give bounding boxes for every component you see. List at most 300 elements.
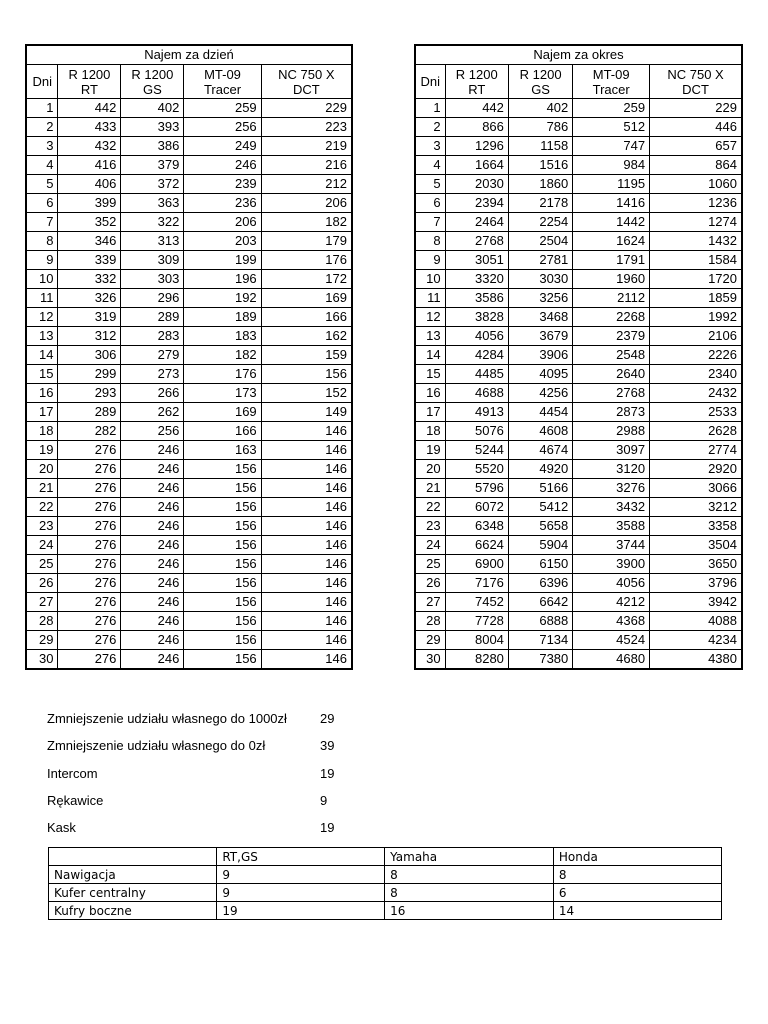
day-cell: 4 — [26, 156, 58, 175]
table-row — [415, 156, 742, 175]
price-cell: 363 — [121, 194, 184, 213]
price-cell: 146 — [261, 498, 352, 517]
price-cell: 246 — [121, 441, 184, 460]
price-cell: 289 — [121, 308, 184, 327]
day-cell: 11 — [26, 289, 58, 308]
price-cell: 309 — [121, 251, 184, 270]
price-cell: 276 — [58, 612, 121, 631]
price-cell: 166 — [184, 422, 261, 441]
extra-item — [47, 766, 347, 784]
price-cell: 6624 — [445, 536, 508, 555]
day-cell: 7 — [26, 213, 58, 232]
price-cell: 293 — [58, 384, 121, 403]
price-cell: 1060 — [650, 175, 742, 194]
table-row — [49, 866, 722, 884]
price-cell: 4680 — [573, 650, 650, 670]
column-header: R 1200 GS — [508, 65, 572, 99]
day-cell: 17 — [26, 403, 58, 422]
price-cell: 246 — [121, 517, 184, 536]
period-rental-table — [414, 44, 743, 670]
day-cell: 10 — [26, 270, 58, 289]
day-cell: 29 — [26, 631, 58, 650]
table-row — [415, 175, 742, 194]
price-cell: 2112 — [573, 289, 650, 308]
table-row — [49, 902, 722, 920]
price-cell: 203 — [184, 232, 261, 251]
price-cell: 212 — [261, 175, 352, 194]
price-cell: 6396 — [508, 574, 572, 593]
price-cell: 152 — [261, 384, 352, 403]
price-cell: 299 — [58, 365, 121, 384]
extra-item — [47, 793, 347, 811]
price-cell: 4688 — [445, 384, 508, 403]
price-cell: 6072 — [445, 498, 508, 517]
daily-table-title: Najem za dzień — [26, 45, 352, 65]
day-cell: 13 — [415, 327, 445, 346]
price-cell: 296 — [121, 289, 184, 308]
price-cell: 4454 — [508, 403, 572, 422]
price-cell: 172 — [261, 270, 352, 289]
price-cell: 246 — [121, 536, 184, 555]
price-cell: 3432 — [573, 498, 650, 517]
table-row — [415, 232, 742, 251]
price-cell: 246 — [121, 555, 184, 574]
price-cell: 4524 — [573, 631, 650, 650]
price-cell: 3588 — [573, 517, 650, 536]
table-row — [415, 289, 742, 308]
price-cell: 216 — [261, 156, 352, 175]
table-row — [415, 99, 742, 118]
price-cell: 3276 — [573, 479, 650, 498]
day-cell: 4 — [415, 156, 445, 175]
price-cell: 2768 — [573, 384, 650, 403]
price-cell: 786 — [508, 118, 572, 137]
day-cell: 16 — [415, 384, 445, 403]
price-cell: 219 — [261, 137, 352, 156]
day-cell: 30 — [415, 650, 445, 670]
price-cell: 984 — [573, 156, 650, 175]
price-cell: 276 — [58, 479, 121, 498]
price-cell: 4674 — [508, 441, 572, 460]
table-row — [49, 884, 722, 902]
price-cell: 2394 — [445, 194, 508, 213]
price-cell: 1860 — [508, 175, 572, 194]
price-cell: 8280 — [445, 650, 508, 670]
day-cell: 20 — [26, 460, 58, 479]
price-cell: 1992 — [650, 308, 742, 327]
accessory-price: 6 — [553, 884, 721, 902]
price-cell: 1236 — [650, 194, 742, 213]
price-cell: 7134 — [508, 631, 572, 650]
accessory-price: 8 — [553, 866, 721, 884]
price-cell: 2768 — [445, 232, 508, 251]
price-cell: 3051 — [445, 251, 508, 270]
day-cell: 22 — [415, 498, 445, 517]
table-row — [26, 479, 352, 498]
table-row — [26, 213, 352, 232]
price-cell: 1296 — [445, 137, 508, 156]
day-cell: 1 — [415, 99, 445, 118]
price-cell: 276 — [58, 631, 121, 650]
day-cell: 7 — [415, 213, 445, 232]
price-cell: 6888 — [508, 612, 572, 631]
table-row — [415, 631, 742, 650]
price-cell: 156 — [261, 365, 352, 384]
column-header: NC 750 X DCT — [261, 65, 352, 99]
price-cell: 192 — [184, 289, 261, 308]
price-cell: 1720 — [650, 270, 742, 289]
price-cell: 3900 — [573, 555, 650, 574]
day-cell: 21 — [415, 479, 445, 498]
table-row — [26, 327, 352, 346]
day-cell: 13 — [26, 327, 58, 346]
table-row — [26, 593, 352, 612]
price-cell: 276 — [58, 498, 121, 517]
table-row — [26, 289, 352, 308]
extra-label: Rękawice — [47, 793, 104, 808]
price-cell: 249 — [184, 137, 261, 156]
table-row — [26, 346, 352, 365]
price-cell: 169 — [184, 403, 261, 422]
price-cell: 1416 — [573, 194, 650, 213]
price-cell: 3504 — [650, 536, 742, 555]
price-cell: 282 — [58, 422, 121, 441]
table-row — [26, 270, 352, 289]
price-cell: 8004 — [445, 631, 508, 650]
price-cell: 386 — [121, 137, 184, 156]
day-cell: 2 — [26, 118, 58, 137]
price-cell: 442 — [445, 99, 508, 118]
price-cell: 4920 — [508, 460, 572, 479]
price-cell: 1158 — [508, 137, 572, 156]
price-cell: 4256 — [508, 384, 572, 403]
price-cell: 223 — [261, 118, 352, 137]
price-cell: 1624 — [573, 232, 650, 251]
table-row — [415, 650, 742, 670]
price-cell: 2464 — [445, 213, 508, 232]
day-cell: 14 — [26, 346, 58, 365]
price-cell: 416 — [58, 156, 121, 175]
table-row — [415, 479, 742, 498]
price-cell: 163 — [184, 441, 261, 460]
price-cell: 2504 — [508, 232, 572, 251]
price-cell: 4056 — [445, 327, 508, 346]
price-cell: 3320 — [445, 270, 508, 289]
price-cell: 156 — [184, 517, 261, 536]
price-cell: 2774 — [650, 441, 742, 460]
column-header: MT-09 Tracer — [184, 65, 261, 99]
table-row — [26, 403, 352, 422]
table-row — [415, 612, 742, 631]
price-cell: 2781 — [508, 251, 572, 270]
price-cell: 2920 — [650, 460, 742, 479]
day-cell: 21 — [26, 479, 58, 498]
table-row — [415, 213, 742, 232]
price-cell: 169 — [261, 289, 352, 308]
day-cell: 30 — [26, 650, 58, 670]
price-cell: 2226 — [650, 346, 742, 365]
day-cell: 12 — [26, 308, 58, 327]
table-row — [26, 137, 352, 156]
price-cell: 1274 — [650, 213, 742, 232]
table-row — [26, 517, 352, 536]
extra-item — [47, 820, 347, 838]
accessory-price: 16 — [385, 902, 554, 920]
extra-value: 19 — [320, 820, 335, 835]
day-cell: 26 — [415, 574, 445, 593]
price-cell: 166 — [261, 308, 352, 327]
price-cell: 5076 — [445, 422, 508, 441]
accessory-name: Kufer centralny — [49, 884, 217, 902]
table-row — [26, 99, 352, 118]
table-row — [26, 422, 352, 441]
price-cell: 3679 — [508, 327, 572, 346]
price-cell: 402 — [508, 99, 572, 118]
extra-item — [47, 711, 347, 729]
day-cell: 15 — [415, 365, 445, 384]
day-cell: 9 — [26, 251, 58, 270]
price-cell: 4485 — [445, 365, 508, 384]
price-cell: 7176 — [445, 574, 508, 593]
column-header: Dni — [415, 65, 445, 99]
price-cell: 406 — [58, 175, 121, 194]
price-cell: 332 — [58, 270, 121, 289]
day-cell: 1 — [26, 99, 58, 118]
price-cell: 3906 — [508, 346, 572, 365]
table-row — [415, 574, 742, 593]
table-row — [415, 441, 742, 460]
price-cell: 246 — [121, 479, 184, 498]
price-cell: 149 — [261, 403, 352, 422]
day-cell: 18 — [415, 422, 445, 441]
price-cell: 156 — [184, 498, 261, 517]
column-header: R 1200 RT — [445, 65, 508, 99]
price-cell: 2268 — [573, 308, 650, 327]
column-header: R 1200 RT — [58, 65, 121, 99]
price-cell: 3066 — [650, 479, 742, 498]
day-cell: 23 — [26, 517, 58, 536]
price-cell: 313 — [121, 232, 184, 251]
price-cell: 173 — [184, 384, 261, 403]
price-cell: 146 — [261, 631, 352, 650]
day-cell: 26 — [26, 574, 58, 593]
table-row — [26, 194, 352, 213]
price-cell: 747 — [573, 137, 650, 156]
price-cell: 2640 — [573, 365, 650, 384]
price-cell: 246 — [121, 650, 184, 670]
table-row — [26, 574, 352, 593]
price-cell: 276 — [58, 517, 121, 536]
day-cell: 19 — [415, 441, 445, 460]
accessories-table — [48, 847, 722, 920]
price-cell: 5520 — [445, 460, 508, 479]
price-cell: 399 — [58, 194, 121, 213]
price-cell: 146 — [261, 536, 352, 555]
price-cell: 256 — [121, 422, 184, 441]
price-cell: 2030 — [445, 175, 508, 194]
table-row — [415, 251, 742, 270]
table-row — [415, 498, 742, 517]
column-header: R 1200 GS — [121, 65, 184, 99]
table-row — [415, 137, 742, 156]
price-cell: 6642 — [508, 593, 572, 612]
table-row — [26, 384, 352, 403]
accessory-price: 9 — [217, 866, 385, 884]
day-cell: 5 — [415, 175, 445, 194]
column-header: NC 750 X DCT — [650, 65, 742, 99]
table-row — [415, 403, 742, 422]
price-cell: 3468 — [508, 308, 572, 327]
column-header: MT-09 Tracer — [573, 65, 650, 99]
price-cell: 1791 — [573, 251, 650, 270]
price-cell: 372 — [121, 175, 184, 194]
price-cell: 4368 — [573, 612, 650, 631]
table-row — [415, 365, 742, 384]
price-cell: 4212 — [573, 593, 650, 612]
price-cell: 146 — [261, 441, 352, 460]
price-cell: 346 — [58, 232, 121, 251]
day-cell: 29 — [415, 631, 445, 650]
price-cell: 2873 — [573, 403, 650, 422]
price-cell: 322 — [121, 213, 184, 232]
day-cell: 28 — [415, 612, 445, 631]
price-cell: 442 — [58, 99, 121, 118]
price-cell: 182 — [261, 213, 352, 232]
table-row — [415, 308, 742, 327]
price-cell: 276 — [58, 650, 121, 670]
price-cell: 4380 — [650, 650, 742, 670]
table-row — [26, 498, 352, 517]
price-cell: 279 — [121, 346, 184, 365]
price-cell: 259 — [573, 99, 650, 118]
price-cell: 1442 — [573, 213, 650, 232]
day-cell: 24 — [26, 536, 58, 555]
price-cell: 5166 — [508, 479, 572, 498]
price-cell: 146 — [261, 479, 352, 498]
day-cell: 18 — [26, 422, 58, 441]
price-cell: 6150 — [508, 555, 572, 574]
table-row — [26, 365, 352, 384]
price-cell: 146 — [261, 422, 352, 441]
table-row — [26, 156, 352, 175]
price-cell: 1960 — [573, 270, 650, 289]
extra-label: Zmniejszenie udziału własnego do 0zł — [47, 738, 266, 753]
price-cell: 246 — [121, 498, 184, 517]
price-cell: 3212 — [650, 498, 742, 517]
price-cell: 3358 — [650, 517, 742, 536]
price-cell: 3942 — [650, 593, 742, 612]
price-cell: 446 — [650, 118, 742, 137]
price-cell: 7728 — [445, 612, 508, 631]
table-row — [26, 441, 352, 460]
price-cell: 2106 — [650, 327, 742, 346]
price-cell: 182 — [184, 346, 261, 365]
price-cell: 206 — [261, 194, 352, 213]
price-cell: 246 — [121, 612, 184, 631]
price-cell: 4095 — [508, 365, 572, 384]
price-cell: 864 — [650, 156, 742, 175]
price-cell: 246 — [121, 460, 184, 479]
table-row — [26, 175, 352, 194]
day-cell: 20 — [415, 460, 445, 479]
table-row — [415, 346, 742, 365]
table-row — [26, 631, 352, 650]
price-cell: 5904 — [508, 536, 572, 555]
table-row — [415, 422, 742, 441]
price-cell: 326 — [58, 289, 121, 308]
price-cell: 339 — [58, 251, 121, 270]
price-cell: 2548 — [573, 346, 650, 365]
price-cell: 229 — [650, 99, 742, 118]
table-row — [415, 327, 742, 346]
price-cell: 262 — [121, 403, 184, 422]
price-cell: 146 — [261, 517, 352, 536]
day-cell: 9 — [415, 251, 445, 270]
price-cell: 236 — [184, 194, 261, 213]
price-cell: 156 — [184, 650, 261, 670]
day-cell: 28 — [26, 612, 58, 631]
price-cell: 352 — [58, 213, 121, 232]
column-header — [49, 848, 217, 866]
price-cell: 1432 — [650, 232, 742, 251]
extra-value: 29 — [320, 711, 335, 726]
price-cell: 3828 — [445, 308, 508, 327]
price-cell: 146 — [261, 650, 352, 670]
price-cell: 256 — [184, 118, 261, 137]
price-cell: 146 — [261, 574, 352, 593]
price-cell: 2379 — [573, 327, 650, 346]
day-cell: 12 — [415, 308, 445, 327]
column-header: RT,GS — [217, 848, 385, 866]
price-cell: 2254 — [508, 213, 572, 232]
price-cell: 3097 — [573, 441, 650, 460]
table-row — [26, 650, 352, 670]
day-cell: 3 — [415, 137, 445, 156]
price-cell: 156 — [184, 536, 261, 555]
price-cell: 402 — [121, 99, 184, 118]
price-cell: 312 — [58, 327, 121, 346]
price-cell: 146 — [261, 593, 352, 612]
price-cell: 229 — [261, 99, 352, 118]
price-cell: 156 — [184, 612, 261, 631]
accessory-price: 9 — [217, 884, 385, 902]
price-cell: 266 — [121, 384, 184, 403]
price-cell: 156 — [184, 631, 261, 650]
day-cell: 6 — [415, 194, 445, 213]
accessory-price: 19 — [217, 902, 385, 920]
price-cell: 1195 — [573, 175, 650, 194]
price-cell: 1859 — [650, 289, 742, 308]
price-cell: 276 — [58, 536, 121, 555]
price-cell: 433 — [58, 118, 121, 137]
table-row — [26, 612, 352, 631]
day-cell: 19 — [26, 441, 58, 460]
extra-value: 39 — [320, 738, 335, 753]
price-cell: 432 — [58, 137, 121, 156]
price-cell: 156 — [184, 555, 261, 574]
price-cell: 3650 — [650, 555, 742, 574]
table-row — [26, 555, 352, 574]
price-cell: 176 — [261, 251, 352, 270]
day-cell: 6 — [26, 194, 58, 213]
daily-rental-table — [25, 44, 353, 670]
price-cell: 306 — [58, 346, 121, 365]
extra-item — [47, 738, 347, 756]
day-cell: 24 — [415, 536, 445, 555]
price-cell: 2628 — [650, 422, 742, 441]
price-cell: 6348 — [445, 517, 508, 536]
extra-label: Kask — [47, 820, 76, 835]
